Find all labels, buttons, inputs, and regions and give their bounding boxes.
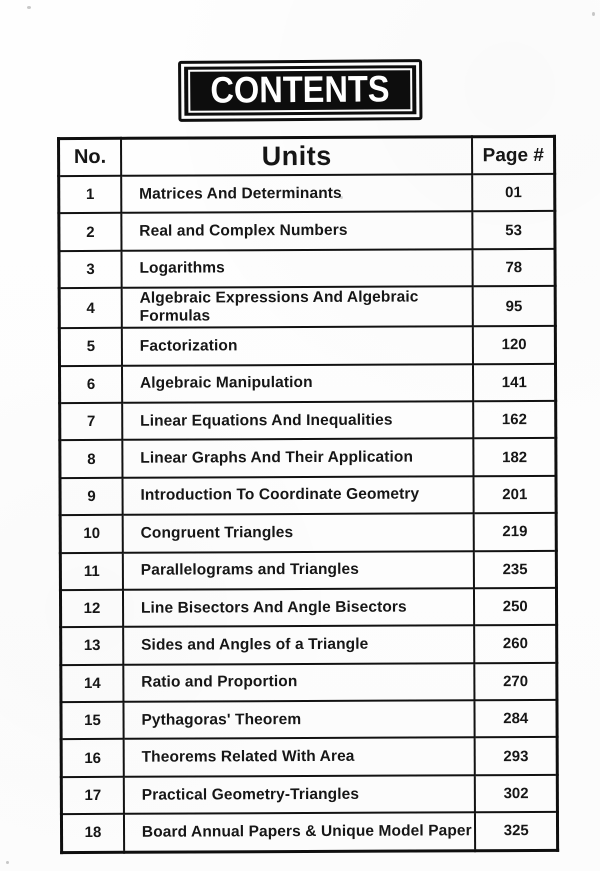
page-number: 162 [474,401,556,439]
table-row [60,513,556,553]
contents-title-plate [178,59,422,122]
table-row [60,401,556,441]
page-number: 182 [474,438,556,476]
unit-title: Logarithms [121,249,473,288]
page-number: 95 [473,286,555,326]
unit-number: 12 [60,590,123,628]
unit-title: Sides and Angles of a Triangle [123,626,475,665]
unit-title: Practical Geometry-Triangles [124,775,476,814]
header-page: Page # [472,136,554,174]
table-row [61,700,557,740]
title-outer-frame [178,59,422,122]
page-title: CONTENTS [210,68,390,111]
table-row [59,326,555,366]
unit-number: 3 [59,251,122,289]
page-number: 141 [473,363,555,401]
unit-title: Introduction To Coordinate Geometry [122,476,474,515]
unit-number: 2 [59,213,122,251]
scan-speck [592,12,595,16]
unit-title: Linear Graphs And Their Application [122,439,474,478]
toc-table [57,135,559,854]
unit-title: Parallelograms and Triangles [123,551,475,590]
page-number: 325 [475,812,557,850]
page-number: 260 [475,625,557,663]
unit-number: 17 [61,777,124,815]
table-row [59,363,555,403]
page-number: 284 [475,700,557,738]
page-number: 235 [474,550,556,588]
table-row [60,476,556,516]
unit-number: 11 [60,552,123,590]
unit-number: 16 [61,739,124,777]
toc-header-row [59,136,555,176]
table-row [60,438,556,478]
unit-title: Ratio and Proportion [123,663,475,702]
unit-number: 15 [61,702,124,740]
unit-number: 13 [61,627,124,665]
page-number: 201 [474,476,556,514]
page-number: 270 [475,663,557,701]
table-row [61,775,557,815]
page-number: 78 [473,249,555,287]
header-no: No. [59,138,122,176]
page-number: 01 [473,174,555,212]
table-row [61,625,557,665]
unit-title: Real and Complex Numbers [121,212,473,251]
table-row [60,550,556,590]
unit-title: Pythagoras' Theorem [123,700,475,739]
title-black-plate [184,65,416,116]
unit-title: Congruent Triangles [123,513,475,552]
title-inner-frame [188,68,412,113]
table-row [59,249,555,289]
page-number: 250 [474,588,556,626]
table-row [61,737,557,777]
unit-title: Factorization [122,326,474,365]
header-units: Units [121,137,473,176]
page-number: 302 [475,775,557,813]
table-row [61,663,557,703]
unit-title: Line Bisectors And Angle Bisectors [123,588,475,627]
scan-speck [27,6,31,9]
table-row [59,174,555,214]
unit-number: 8 [60,440,123,478]
page-number: 219 [474,513,556,551]
table-row [59,286,555,328]
unit-number: 18 [61,814,124,852]
unit-number: 7 [60,403,123,441]
unit-number: 9 [60,478,123,516]
page-number: 53 [473,211,555,249]
unit-number: 4 [59,288,122,328]
scan-speck [6,861,9,864]
page-number: 120 [473,326,555,364]
unit-title: Board Annual Papers & Unique Model Paper [124,813,476,852]
toc-table-container [57,135,559,854]
unit-title: Algebraic Manipulation [122,364,474,403]
unit-title: Algebraic Expressions And Algebraic Formulas [122,286,474,328]
unit-title: Linear Equations And Inequalities [122,401,474,440]
unit-number: 5 [59,328,122,366]
unit-number: 1 [59,176,122,214]
table-row [60,588,556,628]
unit-number: 6 [59,365,122,403]
unit-number: 14 [61,664,124,702]
table-row [59,211,555,251]
table-row [61,812,557,852]
unit-title: Theorems Related With Area [124,738,476,777]
page-number: 293 [475,737,557,775]
unit-number: 10 [60,515,123,553]
unit-title: Matrices And Determinants [121,174,473,213]
